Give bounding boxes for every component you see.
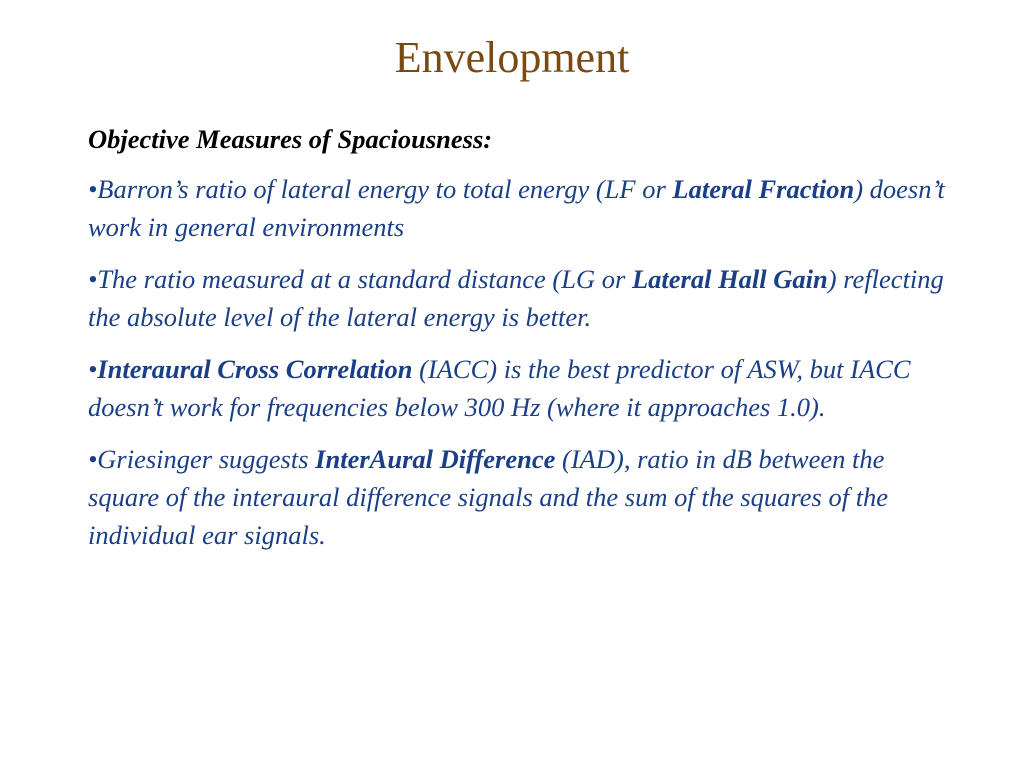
bullet-text-pre: Barron’s ratio of lateral energy to total energy (LF or xyxy=(97,174,673,204)
bullet-term: Interaural Cross Correlation xyxy=(97,354,413,384)
bullet-marker: • xyxy=(88,174,98,204)
bullet-text-post: (IAD), ratio in dB between the square of the interaural difference signals and the sum of the squares of the individual ear signals. xyxy=(88,444,889,550)
bullet-text-post: ) doesn’t work in general environments xyxy=(88,174,945,242)
bullet-marker: • xyxy=(88,444,98,474)
bullet-text-post: ) reflecting the absolute level of the lateral energy is better. xyxy=(88,264,944,332)
bullet-lateral-hall-gain xyxy=(88,260,950,336)
bullet-iacc xyxy=(88,350,950,426)
bullet-marker: • xyxy=(88,264,98,294)
bullet-text-post: (IACC) is the best predictor of ASW, but IACC doesn’t work for frequencies below 300 Hz (where it approaches 1.0). xyxy=(88,354,911,422)
bullet-text-pre: The ratio measured at a standard distance (LG or xyxy=(97,264,632,294)
section-heading: Objective Measures of Spaciousness: xyxy=(88,124,493,154)
bullet-marker: • xyxy=(88,354,98,384)
bullet-iad xyxy=(88,440,950,554)
slide-body xyxy=(88,120,950,568)
bullet-term: InterAural Difference xyxy=(315,444,556,474)
bullet-text-pre: Griesinger suggests xyxy=(97,444,316,474)
bullet-term: Lateral Hall Gain xyxy=(631,264,828,294)
bullet-lateral-fraction xyxy=(88,170,950,246)
bullet-term: Lateral Fraction xyxy=(672,174,855,204)
slide-title: Envelopment xyxy=(394,33,630,82)
